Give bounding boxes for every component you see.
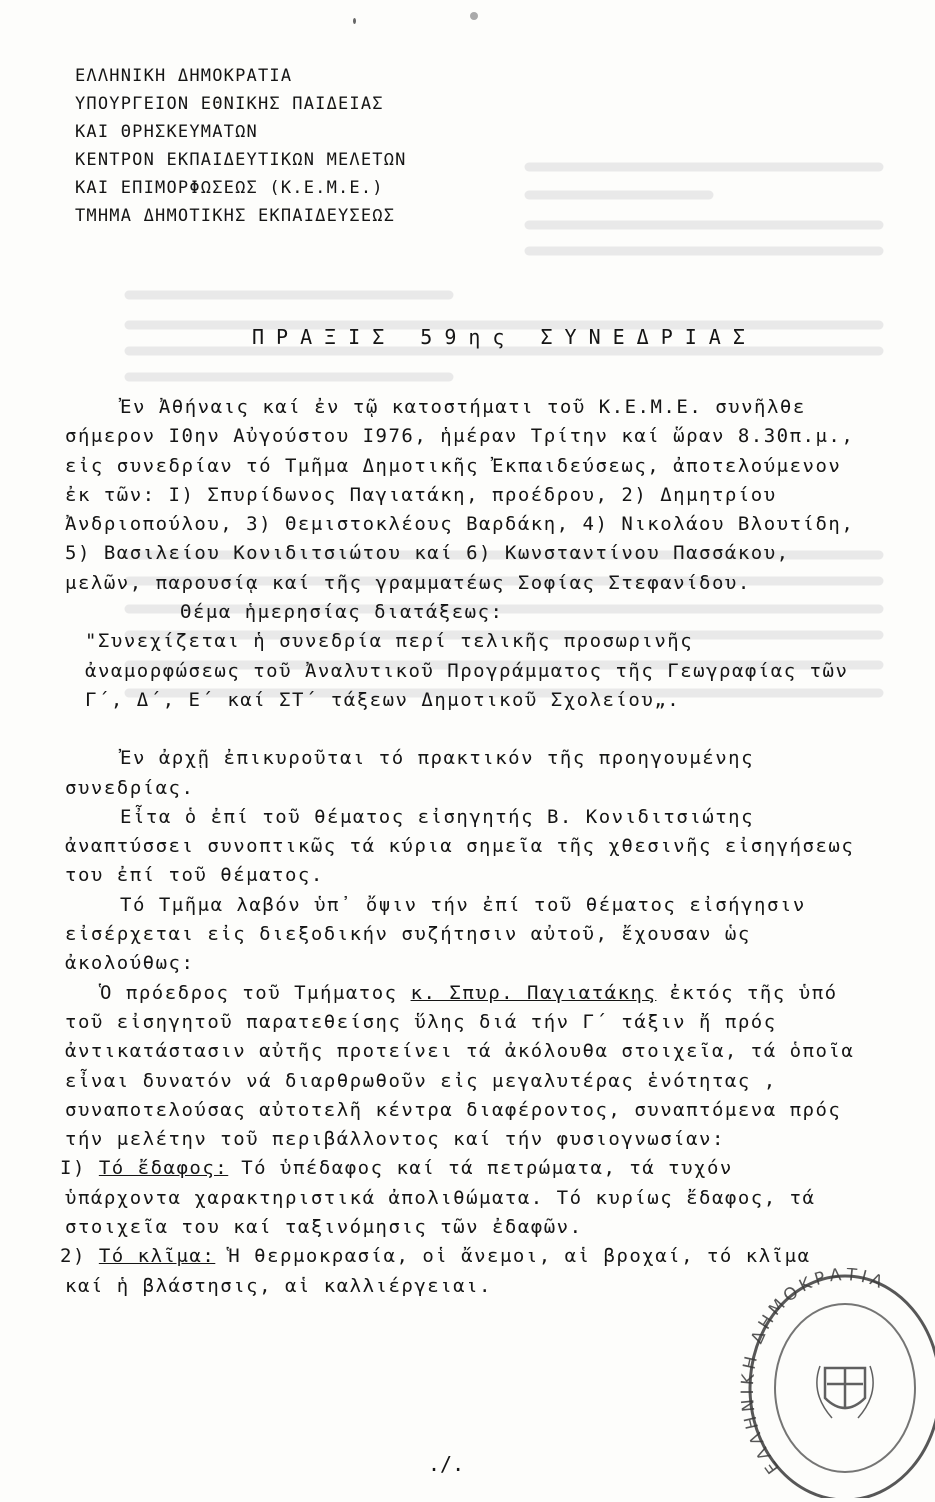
document-body [60,393,855,1301]
spacer [65,715,855,744]
item-number: Ι) [60,1157,86,1180]
page-continuation-marker: ./. [428,1452,465,1476]
stamp-graphic [740,1268,935,1498]
item-label: Τό ἔδαφος: [98,1157,229,1180]
agenda-text: "Συνεχίζεται ἡ συνεδρία περί τελικῆς προσωρινῆς ἀναμορφώσεως τοῦ Ἀναλυτικοῦ Προγράμματος τῆς Γεωγραφίας τῶν Γ΄, Δ΄, Ε΄ καί ΣΤ΄ τάξεων Δημοτικοῦ Σχολείου„. [85,630,849,711]
paragraph-rapporteur: Εἶτα ὁ ἐπί τοῦ θέματος εἰσηγητής Β. Κονιδιτσιώτης ἀναπτύσσει συνοπτικῶς τά κύρια σημεῖα τῆς χθεσινῆς εἰσηγήσεως του ἐπί τοῦ θέματος. [65,805,855,887]
intro-paragraph: Ἐν Ἀθήναις καί ἐν τῷ κατοστήματι τοῦ Κ.Ε.Μ.Ε. συνῆλθε σήμερον Ι0ην Αὐγούστου Ι976, ἡμέραν Τρίτην καί ὥραν 8.30π.μ., εἰς συνεδρίαν τό Τμῆμα Δημοτικῆς Ἐκπαιδεύσεως, ἀποτελούμενον ἐκ τῶν: Ι) Σπυρίδωνος Παγιατάκη, προέδρου, 2) Δημητρίου Ἀνδριοπούλου, 3) Θεμιστοκλέους Βαρδάκη, 4) Νικολάου Βλουτίδη, 5) Βασιλείου Κονιδιτσιώτου καί 6) Κωνσταντίνου Πασσάκου, μελῶν, παρουσίᾳ καί τῆς γραμματέως Σοφίας Στεφανίδου. [65,396,855,594]
agenda-label: Θέμα ἡμερησίας διατάξεως: [180,601,504,624]
letterhead [75,62,407,230]
item-label: Τό κλῖμα: [98,1245,216,1268]
header-line: ΚΑΙ ΕΠΙΜΟΡΦΩΣΕΩΣ (Κ.Ε.Μ.Ε.) [75,178,384,198]
president-name: κ. Σπυρ. Παγιατάκης [410,981,657,1004]
list-item [60,1154,855,1242]
item-number: 2) [60,1245,86,1268]
svg-text:ΕΛΛΗΝΙΚΗ ΔΗΜΟΚΡΑΤΙΑ [740,1268,889,1477]
coat-of-arms-icon [817,1366,873,1418]
stamp-text: ΕΛΛΗΝ ΚΗ ΔΗΜΟΚΡΑΤΙΑ [740,1268,890,1478]
ink-speck [353,18,356,24]
item-text: Τό ὑπέδαφος καί τά πετρώματα, τά τυχόν ὑπάρχοντα χαρακτηριστικά ἀπολιθώματα. Τό κυρίως ἔδαφος, τά στοιχεῖα του καί ταξινόμησις τῶν ἐδαφῶν. [65,1157,816,1239]
official-stamp [740,1268,935,1498]
paragraph-president-proposal [65,979,855,1155]
ink-speck [470,12,478,20]
header-line: ΤΜΗΜΑ ΔΗΜΟΤΙΚΗΣ ΕΚΠΑΙΔΕΥΣΕΩΣ [75,206,396,226]
item-text: Ἡ θερμοκρασία, οἱ ἄνεμοι, αἱ βροχαί, τό κλῖμα καί ἡ βλάστησις, αἱ καλλιέργειαι. [65,1245,811,1297]
list-item [60,1242,855,1301]
proposal-start: Ὁ πρόεδρος τοῦ Τμήματος [100,981,398,1004]
document-title: ΠΡΑΞΙΣ 59ης ΣΥΝΕΔΡΙΑΣ [252,325,757,349]
paragraph-discussion: Τό Τμῆμα λαβόν ὑπ᾽ ὄψιν τήν ἐπί τοῦ θέματος εἰσήγησιν εἰσέρχεται εἰς διεξοδικήν συζήτησιν αὐτοῦ, ἔχουσαν ὡς ἀκολούθως: [65,893,806,975]
header-line: ΚΕΝΤΡΟΝ ΕΚΠΑΙΔΕΥΤΙΚΩΝ ΜΕΛΕΤΩΝ [75,150,407,170]
header-line: ΚΑΙ ΘΡΗΣΚΕΥΜΑΤΩΝ [75,122,258,142]
header-line: ΕΛΛΗΝΙΚΗ ΔΗΜΟΚΡΑΤΙΑ [75,66,293,86]
proposal-rest: ἐκτός τῆς ὑπό τοῦ εἰσηγητοῦ παρατεθείσης ὕλης διά τήν Γ΄ τάξιν ἤ πρός ἀντικατάστασιν αὐτῆς προτείνει τά ἀκόλουθα στοιχεῖα, τά ὁποῖα εἶναι δυνατόν νά διαρθρωθοῦν εἰς μεγαλυτέρας ἑνότητας , συναποτελούσας αὐτοτελῆ κέντρα διαφέροντος, συναπτόμενα πρός τήν μελέτην τοῦ περιβάλλοντος καί τήν φυσιογνωσίαν: [65,981,855,1151]
paragraph-minutes-approval: Ἐν ἀρχῇ ἐπικυροῦται τό πρακτικόν τῆς προηγουμένης συνεδρίας. [65,747,755,799]
header-line: ΥΠΟΥΡΓΕΙΟΝ ΕΘΝΙΚΗΣ ΠΑΙΔΕΙΑΣ [75,94,384,114]
